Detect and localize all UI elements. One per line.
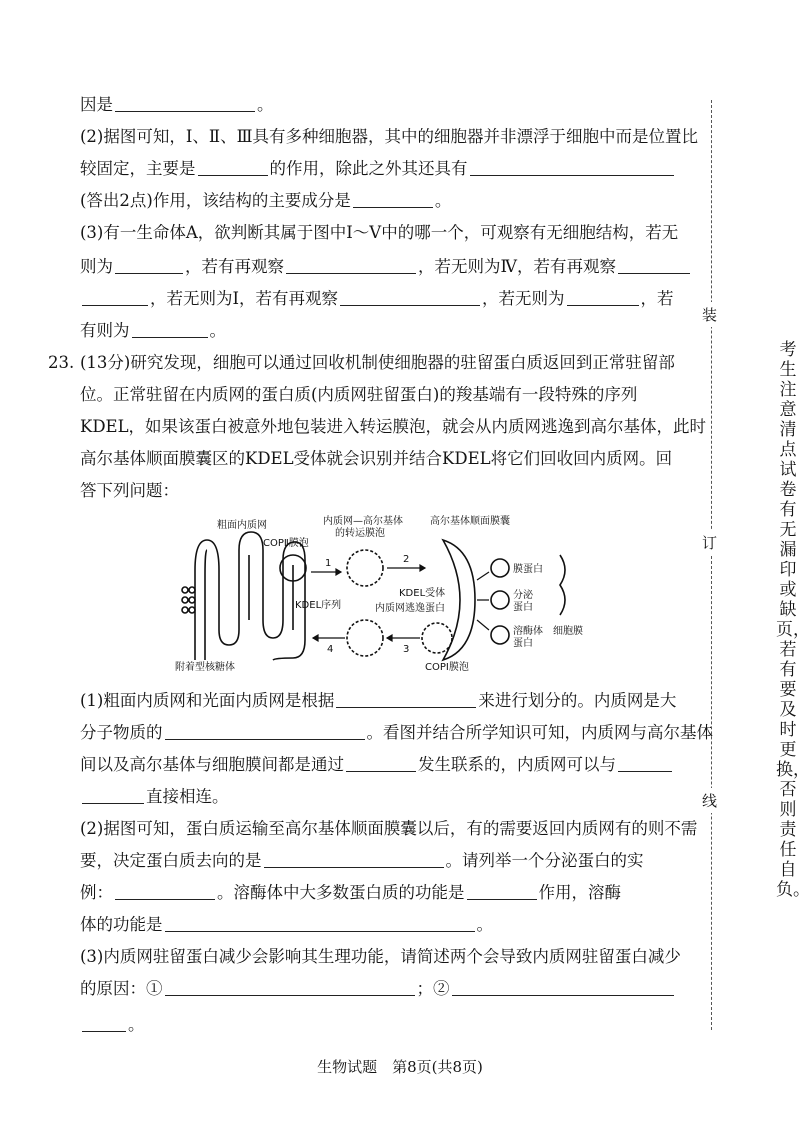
answer-blank[interactable] — [165, 979, 415, 996]
label-ribosome: 附着型核糖体 — [175, 662, 235, 673]
q22-line-7: ，若无则为Ⅰ，若有再观察 ，若无则为 ，若 — [80, 288, 685, 310]
q23-1-line-1: (1)粗面内质网和光面内质网是根据 来进行划分的。内质网是大 — [80, 691, 677, 710]
candidate-notice: 考生注意清点试卷有无漏印或缺页，若有要及时更换，否则责任自负。 — [776, 340, 810, 900]
q22-line-2: (2)据图可知，Ⅰ、Ⅱ、Ⅲ具有多种细胞器，其中的细胞器并非漂浮于细胞中而是位置比 — [80, 127, 699, 146]
arrow-number-2: 2 — [403, 554, 410, 565]
answer-blank[interactable] — [470, 159, 674, 176]
label-lysosome-1: 溶酶体 — [513, 626, 543, 637]
q23-2-line-4: 体的功能是 。 — [80, 915, 493, 934]
label-lysosome-2: 蛋白 — [513, 638, 533, 649]
answer-blank[interactable] — [132, 321, 208, 338]
answer-blank[interactable] — [115, 883, 215, 900]
q22-line-8: 有则为 。 — [80, 321, 226, 340]
q23-3-line-2: 的原因：① ；② — [80, 978, 685, 1000]
transport-vesicle-bottom — [347, 620, 383, 656]
label-cis-golgi: 高尔基体顺面膜囊 — [430, 516, 510, 527]
binding-mark-zhuang: 装 — [702, 302, 717, 327]
binding-mark-xian: 线 — [702, 788, 717, 813]
protein-transport-diagram — [175, 510, 615, 675]
answer-blank[interactable] — [165, 723, 365, 740]
answer-blank[interactable] — [452, 979, 674, 996]
label-rough-er: 粗面内质网 — [217, 520, 267, 531]
q23-2-line-2: 要，决定蛋白质去向的是 。请列举一个分泌蛋白的实 — [80, 851, 644, 870]
label-secretory-1: 分泌 — [513, 590, 533, 601]
q22-line-3: 较固定，主要是 的作用，除此之外其还具有 — [80, 158, 685, 180]
cell-membrane — [560, 555, 565, 615]
label-membrane-protein: 膜蛋白 — [513, 564, 543, 575]
label-kdel-sequence: KDEL序列 — [295, 600, 342, 611]
binding-mark-ding: 订 — [702, 530, 717, 555]
arrow-number-3: 3 — [403, 644, 410, 655]
q22-line-1: 因是 。 — [80, 95, 274, 114]
arrow-secretion — [477, 572, 489, 630]
q23-1-line-2: 分子物质的 。看图并结合所学知识可知，内质网与高尔基体 — [80, 723, 713, 742]
label-kdel-receptor: KDEL受体 — [399, 588, 446, 599]
q23-3-line-3: 。 — [80, 1014, 685, 1036]
q23-stem-4: 高尔基体顺面膜囊区的KDEL受体就会识别并结合KDEL将它们回收回内质网。回 — [80, 449, 673, 468]
answer-blank[interactable] — [467, 883, 537, 900]
label-cell-membrane: 细胞膜 — [553, 626, 583, 637]
answer-blank[interactable] — [618, 257, 690, 274]
label-copi: COPⅠ膜泡 — [425, 662, 469, 673]
ribosome-cluster — [182, 587, 195, 613]
label-er-golgi-1: 内质网—高尔基体 — [323, 516, 403, 527]
binding-line — [711, 100, 712, 1030]
answer-blank[interactable] — [165, 915, 475, 932]
arrow-number-1: 1 — [325, 558, 332, 569]
label-er-golgi-2: 的转运膜泡 — [335, 528, 385, 539]
answer-blank[interactable] — [115, 95, 255, 112]
q23-stem-2: 位。正常驻留在内质网的蛋白质(内质网驻留蛋白)的羧基端有一段特殊的序列 — [80, 385, 638, 404]
q22-line-4: (答出2点)作用，该结构的主要成分是 。 — [80, 191, 452, 210]
answer-blank[interactable] — [286, 257, 416, 274]
q23-stem-1: (13分)研究发现，细胞可以通过回收机制使细胞器的驻留蛋白质返回到正常驻留部 — [80, 353, 675, 372]
answer-blank[interactable] — [618, 755, 672, 772]
answer-blank[interactable] — [82, 787, 144, 804]
q23-stem-5: 答下列问题： — [80, 481, 179, 500]
copi-vesicle — [422, 623, 452, 653]
q23-stem-3: KDEL，如果该蛋白被意外地包装进入转运膜泡，就会从内质网逃逸到高尔基体，此时 — [80, 417, 707, 436]
answer-blank[interactable] — [353, 191, 433, 208]
answer-blank[interactable] — [264, 851, 444, 868]
arrow-number-4: 4 — [327, 644, 334, 655]
answer-blank[interactable] — [346, 755, 416, 772]
secretory-vesicle — [491, 591, 509, 609]
answer-blank[interactable] — [567, 289, 639, 306]
question-number: 23. — [48, 353, 75, 372]
q22-line-5: (3)有一生命体A，欲判断其属于图中Ⅰ～Ⅴ中的哪一个，可观察有无细胞结构，若无 — [80, 223, 679, 242]
label-secretory-2: 蛋白 — [513, 602, 533, 613]
lysosome-vesicle — [491, 626, 509, 644]
q22-line-6: 则为 ，若有再观察 ，若无则为Ⅳ，若有再观察 — [80, 256, 685, 278]
label-copii: COPⅡ膜泡 — [263, 538, 309, 549]
page-footer: 生物试题 第8页(共8页) — [317, 1058, 483, 1076]
q23-2-line-1: (2)据图可知，蛋白质运输至高尔基体顺面膜囊以后，有的需要返回内质网有的则不需 — [80, 819, 698, 838]
q23-2-line-3: 例： 。溶酶体中大多数蛋白质的功能是 作用，溶酶 — [80, 883, 621, 902]
q23-1-line-3: 间以及高尔基体与细胞膜间都是通过 发生联系的，内质网可以与 — [80, 754, 685, 776]
answer-blank[interactable] — [82, 1015, 126, 1032]
q23-1-line-4: 直接相连。 — [80, 786, 685, 808]
membrane-protein-vesicle — [491, 559, 509, 577]
label-escaped-protein: 内质网逃逸蛋白 — [375, 603, 445, 614]
answer-blank[interactable] — [336, 691, 476, 708]
answer-blank[interactable] — [340, 289, 480, 306]
transport-vesicle-top — [347, 550, 383, 586]
rough-er-membrane — [195, 532, 305, 660]
cis-golgi-cisterna — [443, 540, 475, 660]
answer-blank[interactable] — [82, 289, 148, 306]
answer-blank[interactable] — [115, 257, 183, 274]
answer-blank[interactable] — [198, 159, 268, 176]
q23-3-line-1: (3)内质网驻留蛋白减少会影响其生理功能，请简述两个会导致内质网驻留蛋白减少 — [80, 947, 681, 966]
